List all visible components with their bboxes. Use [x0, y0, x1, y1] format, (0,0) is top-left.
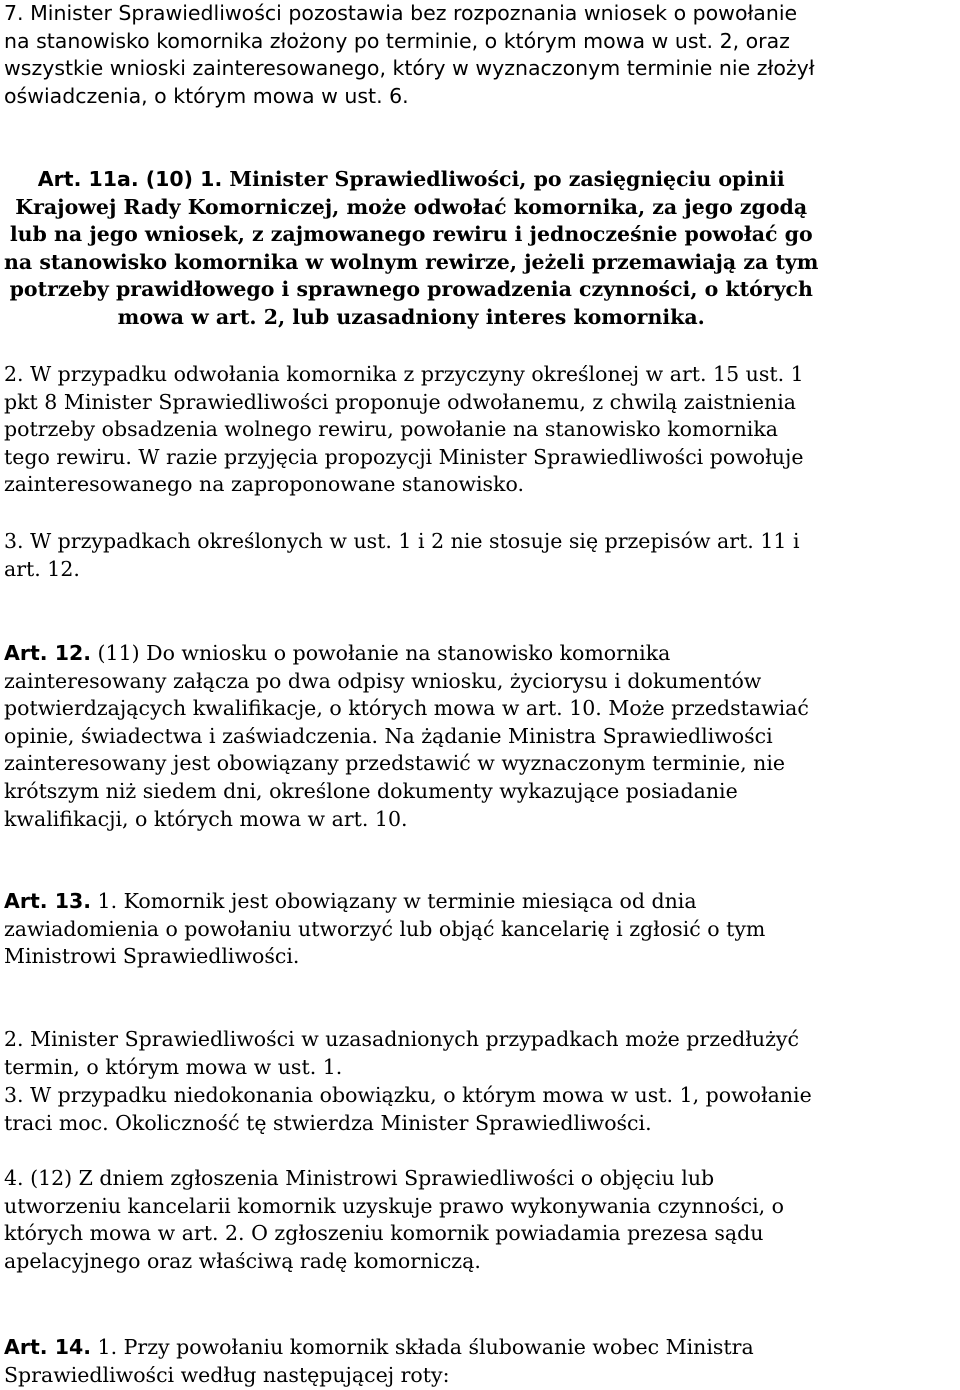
article-label-12: Art. 12. [4, 641, 92, 665]
article-label-14: Art. 14. [4, 1335, 92, 1359]
article-label-11a: Art. 11a. (10) 1. [37, 167, 223, 191]
paragraph-art11a-ust2: 2. W przypadku odwołania komornika z przyczyny określonej w art. 15 ust. 1 pkt 8 Minister Sprawiedliwości proponuje odwołanemu, z chwilą zaistnienia potrzeby obsadzenia wolnego rewiru, powołanie na stanowisko komornika tego rewiru. W razie przyjęcia propozycji Minister Sprawiedliwości powołuje zainteresowanego na zaproponowane stanowisko. [4, 362, 804, 497]
article-text-12: (11) Do wniosku o powołanie na stanowisko komornika zainteresowany załącza po dwa odpisy wniosku, życiorysu i dokumentów potwierdzających kwalifikacje, o których mowa w art. 10. Może przedstawiać opinie, świadectwa i zaświadczenia. Na żądanie Ministra Sprawiedliwości zainteresowany jest obowiązany przedstawić w wyznaczonym terminie, nie krótszym niż siedem dni, określone dokumenty wykazujące posiadanie kwalifikacji, o których mowa w art. 10. [4, 641, 809, 831]
paragraph-art11-ust7: 7. Minister Sprawiedliwości pozostawia bez rozpoznania wniosek o powołanie na stanowisko komornika złożony po terminie, o którym mowa w ust. 2, oraz wszystkie wnioski zainteresowanego, który w wyznaczonym terminie nie złożył oświadczenia, o którym mowa w ust. 6. [4, 1, 815, 108]
article-text-14: 1. Przy powołaniu komornik składa ślubowanie wobec Ministra Sprawiedliwości według następującej roty: [4, 1335, 754, 1387]
paragraph-art13-ust4: 4. (12) Z dniem zgłoszenia Ministrowi Sprawiedliwości o objęciu lub utworzeniu kancelarii komornik uzyskuje prawo wykonywania czynności, o których mowa w art. 2. O zgłoszeniu komornik powiadamia prezesa sądu apelacyjnego oraz właściwą radę komorniczą. [4, 1166, 785, 1273]
article-label-13: Art. 13. [4, 889, 92, 913]
paragraph-art13-ust3: 3. W przypadku niedokonania obowiązku, o którym mowa w ust. 1, powołanie traci moc. Okoliczność tę stwierdza Minister Sprawiedliwości. [4, 1083, 812, 1135]
paragraph-art11a-ust1 [4, 166, 818, 332]
paragraph-art13-ust2: 2. Minister Sprawiedliwości w uzasadnionych przypadkach może przedłużyć termin, o którym mowa w ust. 1. [4, 1027, 799, 1079]
paragraph-art14-ust1 [4, 1334, 754, 1389]
paragraph-art12 [4, 640, 809, 833]
paragraph-art11a-ust3: 3. W przypadkach określonych w ust. 1 i 2 nie stosuje się przepisów art. 11 i art. 12. [4, 529, 800, 581]
article-text-13: 1. Komornik jest obowiązany w terminie miesiąca od dnia zawiadomienia o powołaniu utworzyć lub objąć kancelarię i zgłosić o tym Ministrowi Sprawiedliwości. [4, 889, 766, 969]
article-text-11a: Minister Sprawiedliwości, po zasięgnięciu opinii Krajowej Rady Komorniczej, może odwołać komornika, za jego zgodą lub na jego wniosek, z zajmowanego rewiru i jednocześnie powołać go na stanowisko komornika w wolnym rewirze, jeżeli przemawiają za tym potrzeby prawidłowego i sprawnego prowadzenia czynności, o których mowa w art. 2, lub uzasadniony interes komornika. [4, 167, 819, 329]
paragraph-art13-ust1 [4, 888, 765, 971]
